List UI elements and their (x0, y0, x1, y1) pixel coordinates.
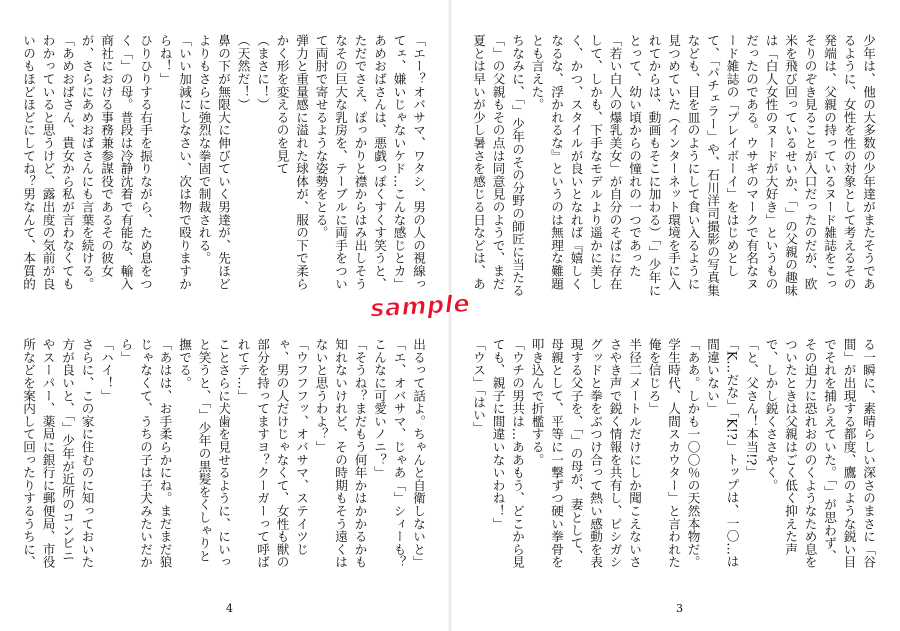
left-page-lower-text: 出るって話よ。ちゃんと自衛しないと」 「エ、オバサマ、じゃあ「」シィーも？こんなに可愛いノニ？」 「そうね？まだもう何年かはかかるかも知れないけれど、その時期もそう遠くはないと思うわよ？」 「ウフフフッ、オバサマ、ステイツじゃ、男の人だけじゃなくて、女性も獣の部分を持ってますヨ？クーガーって呼ばれてテ…」 ことさらに犬歯を見せるように、にいっと笑うと、「」少年の黒髪をくしゃりと撫でる。 「あはは、お手柔らかにね。まだまだ狼じゃなくて、うちの子は子犬みたいだから」 「ハイ！」 さらに、この家に住むのに知っておいた方が良いと、「」少年が近所のコンビニやスーパー、薬局に銀行に郵便局、市役所などを案内して回ったりするうちに、 (21, 338, 426, 569)
sample-watermark: sample (369, 289, 471, 323)
right-page-upper-text: 少年は、他の大多数の少年達がまたそうであるように、女性を性の対象として考えるその発端は、父親の持っているヌード雑誌をこっそりのぞき見ることが入口だったのだが、欧米を飛び回っているせいか、「」の父親の趣味は「白人女性のヌードが大好き」というものだったのである。ウサギのマークで有名なヌード雑誌の「プレイボーイ」をはじめとして、「パチェラー」や、石川洋司撮影の写真集なども、目を皿のようにして食い入るように見つめていた（インターネット環境を手に入れてからは、動画もそこに加わる）「」少年にとって、幼い頃からの憧れの一つであった「若い白人の爆乳美女」が自分のそばに存在して、しかも、下手なモデルより遥かに美しく、かつ、スタイルが良いとなれば『嬉しくなるな、浮かれるな』というのは無理な難題とも言えた。 ちなみに、「」少年のその分野の師匠に当たる「」の父親もその点は同意見のようで、まだ夏とは早いが少し暑さを感じる日などは、あ (471, 34, 876, 297)
left-page-number: 4 (226, 602, 233, 615)
right-page (450, 0, 900, 631)
right-page-lower-text: る一瞬に、素晴らしい深さのまさに「谷間」が出現する都度、鷹のような鋭い目でそれを捕らえていた。「」が思わず、その迫力に恐れおののくようなため息をついたときは父親はごく低く抑えた声で、しかし鋭くささやく。 「と、父さん！本当!?」 「K…だな」「K!?」トップは、一〇…は間違いない」 「ああ。しかも一〇〇％の天然本物だ。学生時代、人間スカウター」と言われた俺を信じろ」 半径二メートルだけにしか聞こえないささやき声で鋭く情報を共有し、ピシガシグッドと拳をぶつけ合って熱い感動を表現する父子を、「」の母が、妻として、母親として、平等に一撃ずつ硬い拳骨を叩き込んで折檻する。 「ウチの男共は…ああもう、どこから見ても、親子に間違いないわね！」 「ウス」「はい」 (471, 338, 876, 569)
left-page-upper-text: 「エー？オバサマ、ワタシ、男の人の視線ってェ、嫌いじゃないケド…こんな感じとカ」 あめおばさんは、悪戯っぽくすくす笑うと、ただでさえ、ぽっかりと襟からはみ出しそうなその巨大な乳房を、テーブルに両手をついて両肘で寄せるような姿勢をとる。 弾力と重量感に溢れた球体が、服の下で柔らかく形を変えるのを見て （まさに！） （天然だ！） 鼻の下が無限大に伸びていく男達が、先ほどよりもさらに強烈な拳固で制裁される。 「いい加減にしなさい、次は物で殴りますからね！」 ひりひりする右手を振りながら、ため息をつく「」の母。普段は冷静沈着で有能な、輸入商社における事務兼参謀役であるその彼女が、さらにあめおばさんにも言葉を続ける。 「あめおばさん、貴女から私が言わなくてもわかっていると思うけど、露出度の気前が良いのもほどほどにしてね？男なんて、本質的 (21, 34, 426, 290)
right-page-number: 3 (676, 602, 683, 615)
